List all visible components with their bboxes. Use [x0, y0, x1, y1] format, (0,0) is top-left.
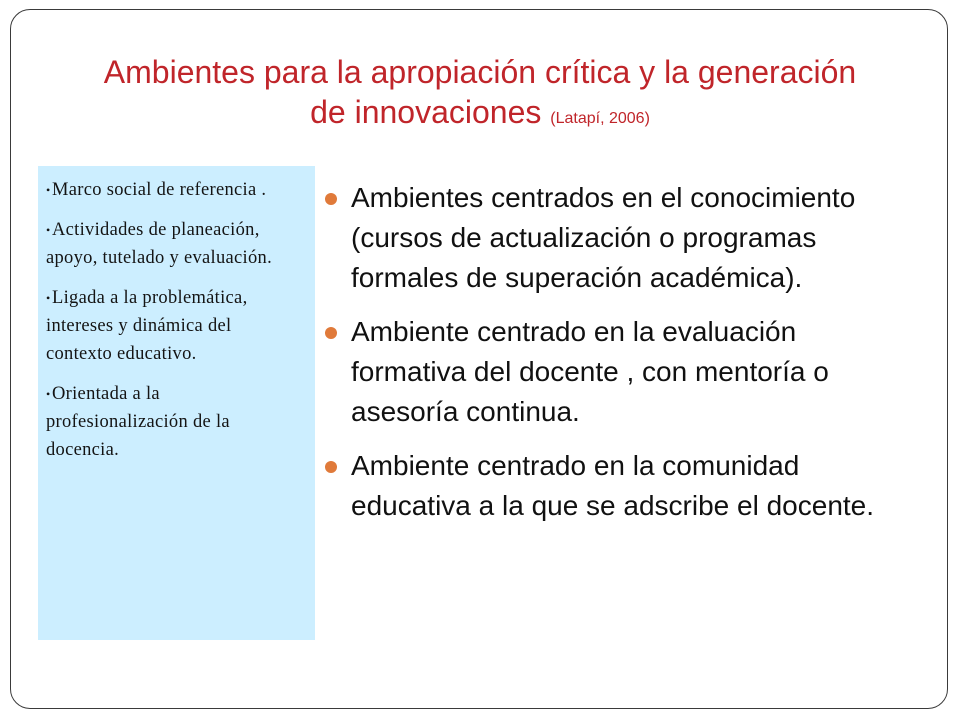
title-citation: (Latapí, 2006) — [550, 110, 650, 127]
main-bullet-text: Ambiente centrado en la evaluación formativa del docente , con mentoría o asesoría continua. — [351, 316, 829, 427]
bullet-icon: • — [46, 223, 51, 237]
main-bullet-text: Ambientes centrados en el conocimiento (cursos de actualización o programas formales de superación académica). — [351, 182, 856, 293]
sidebar-item — [46, 176, 299, 204]
main-bullet-list — [325, 178, 905, 540]
sidebar-item-text: Orientada a la profesionalización de la docencia. — [46, 384, 230, 460]
bullet-icon: • — [46, 183, 51, 197]
sidebar-item-text: Actividades de planeación, apoyo, tutelado y evaluación. — [46, 220, 273, 268]
bullet-icon — [325, 193, 337, 205]
main-bullet-item — [325, 178, 905, 298]
sidebar-list — [46, 176, 299, 464]
slide-title — [90, 52, 870, 139]
main-bullet-item — [325, 312, 905, 432]
sidebar-item — [46, 216, 299, 272]
main-bullet-text: Ambiente centrado en la comunidad educativa a la que se adscribe el docente. — [351, 450, 875, 521]
sidebar-item-text: Marco social de referencia . — [52, 180, 267, 200]
sidebar-item-text: Ligada a la problemática, intereses y dinámica del contexto educativo. — [46, 288, 248, 364]
bullet-icon — [325, 461, 337, 473]
main-bullet-item — [325, 446, 905, 526]
title-text: Ambientes para la apropiación crítica y la generación de innovaciones — [103, 54, 857, 130]
bullet-icon — [325, 327, 337, 339]
sidebar-item — [46, 284, 299, 368]
sidebar-item — [46, 380, 299, 464]
bullet-icon: • — [46, 291, 51, 305]
sidebar-panel — [38, 166, 315, 640]
bullet-icon: • — [46, 387, 51, 401]
